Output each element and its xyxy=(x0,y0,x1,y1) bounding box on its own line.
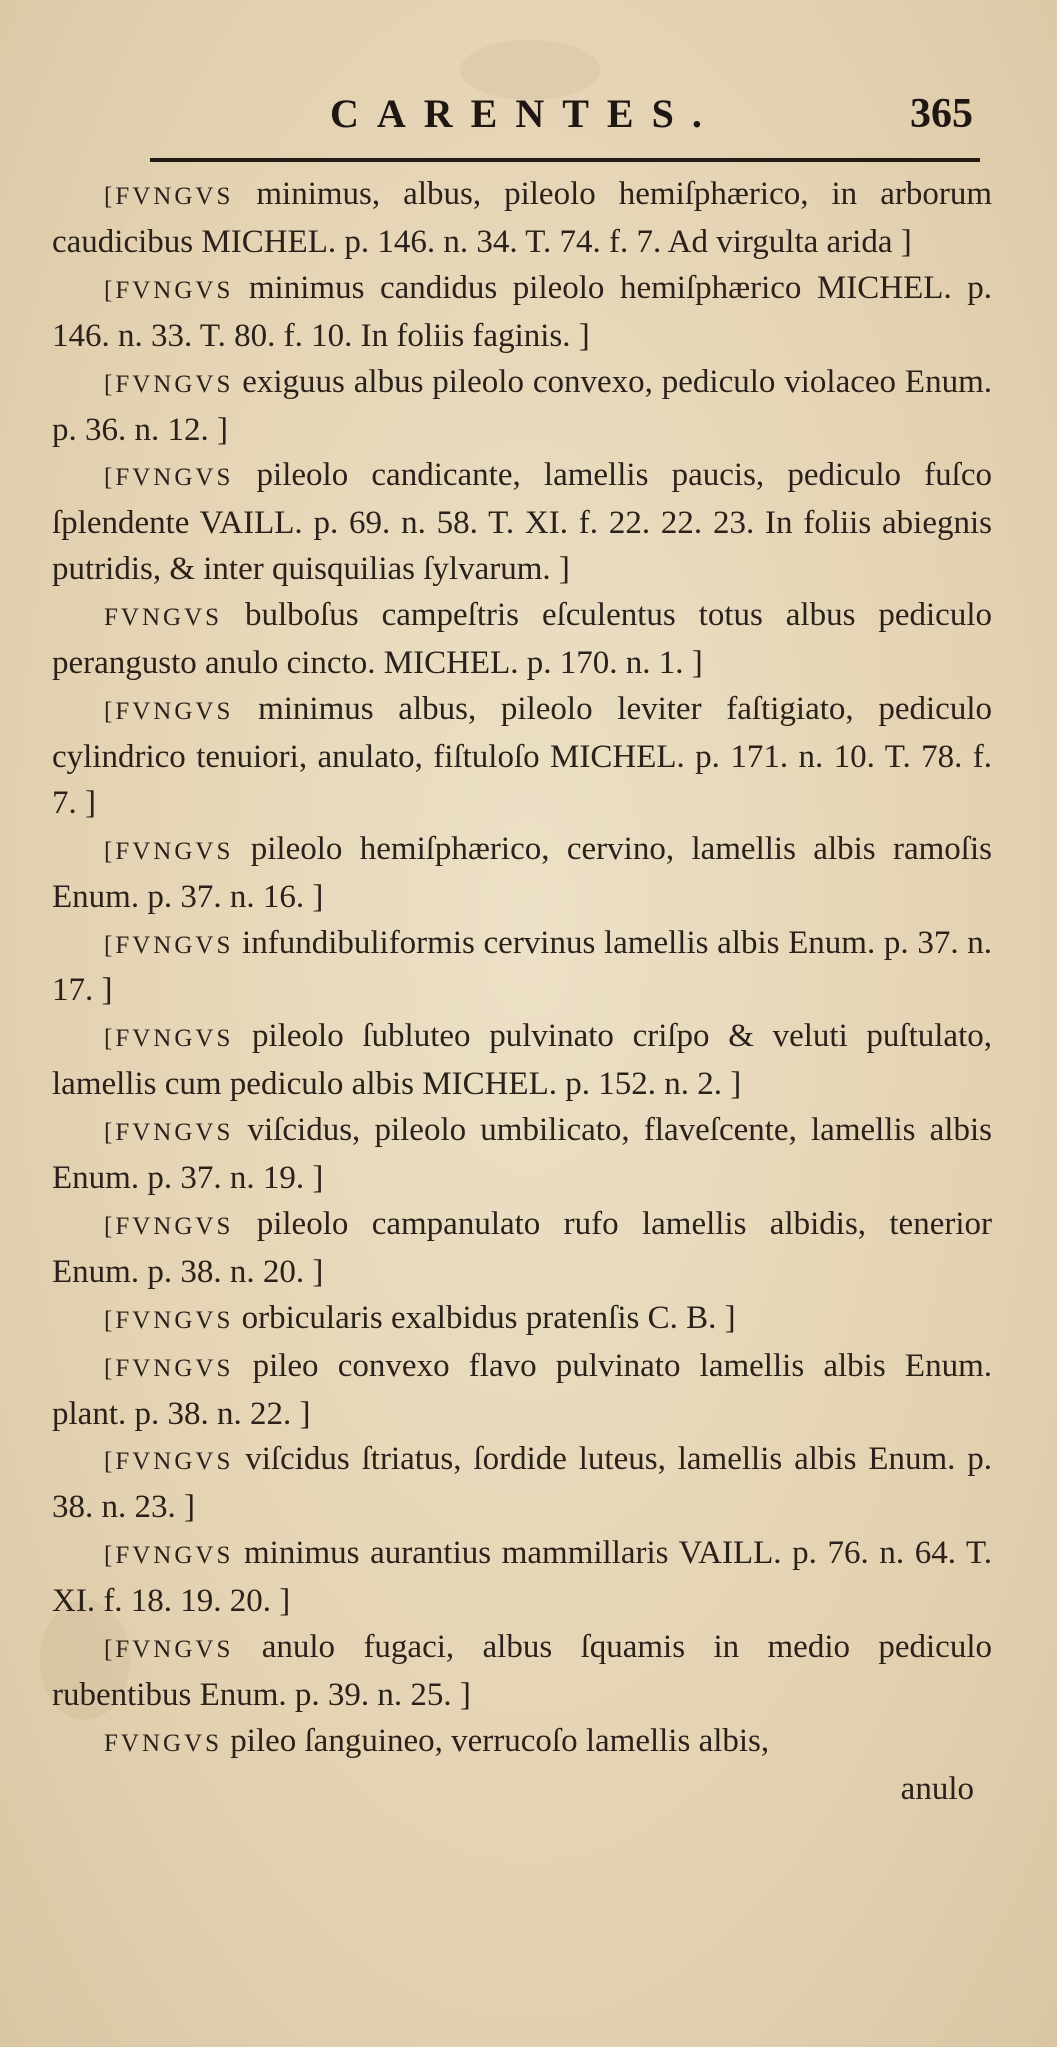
entry-genus: [FVNGVS xyxy=(104,697,234,725)
entry xyxy=(52,921,992,1015)
entry-genus: [FVNGVS xyxy=(104,1119,234,1147)
entry xyxy=(52,1625,992,1719)
running-title: CARENTES. xyxy=(330,91,720,136)
entry-genus: [FVNGVS xyxy=(104,276,234,304)
entry-text: minimus aurantius mammillaris VAILL. p. 76. n. 64. T. XI. f. 18. 19. 20. ] xyxy=(52,1535,992,1620)
entry-text: pileo convexo flavo pulvinato lamellis albis Enum. plant. p. 38. n. 22. ] xyxy=(52,1347,992,1432)
entry xyxy=(52,453,992,593)
entry xyxy=(52,1014,992,1108)
entry xyxy=(52,1202,992,1296)
entry-text: minimus candidus pileolo hemiſphærico MICHEL. p. 146. n. 33. T. 80. f. 10. In foliis faginis. ] xyxy=(52,269,992,354)
entry xyxy=(52,1531,992,1625)
entry xyxy=(52,1719,992,1767)
entry-text: exiguus albus pileolo convexo, pediculo violaceo Enum. p. 36. n. 12. ] xyxy=(52,363,992,448)
entry xyxy=(52,1108,992,1202)
entry-genus: [FVNGVS xyxy=(104,1306,234,1334)
entry-text: viſcidus ſtriatus, ſordide luteus, lamellis albis Enum. p. 38. n. 23. ] xyxy=(52,1441,992,1526)
entry-text: minimus, albus, pileolo hemiſphærico, in arborum caudicibus MICHEL. p. 146. n. 34. T. 74. f. 7. Ad virgulta arida ] xyxy=(52,176,992,260)
entry xyxy=(52,172,992,266)
entry-genus: [FVNGVS xyxy=(104,837,234,865)
entry-genus: [FVNGVS xyxy=(104,1448,234,1476)
entry xyxy=(52,1437,992,1531)
entry-genus: FVNGVS xyxy=(104,604,223,632)
entry-text: pileolo hemiſphærico, cervino, lamellis albis ramoſis Enum. p. 37. n. 16. ] xyxy=(52,830,992,915)
entry xyxy=(52,266,992,360)
entry-text: pileolo campanulato rufo lamellis albidis, tenerior Enum. p. 38. n. 20. ] xyxy=(52,1205,992,1290)
entry-genus: [FVNGVS xyxy=(104,370,234,398)
entry xyxy=(52,1296,992,1344)
entry-genus: [FVNGVS xyxy=(104,183,234,210)
entry-genus: [FVNGVS xyxy=(104,1636,234,1664)
header-rule xyxy=(150,158,980,162)
entry-genus: FVNGVS xyxy=(104,1729,223,1757)
entry-genus: [FVNGVS xyxy=(104,464,234,492)
entry-text: anulo fugaci, albus ſquamis in medio pediculo rubentibus Enum. p. 39. n. 25. ] xyxy=(52,1629,992,1713)
entry-text: pileolo candicante, lamellis paucis, pediculo fuſco ſplendente VAILL. p. 69. n. 58. T. XI. f. 22. 22. 23. In foliis abiegnis putridis, & inter quisquilias ſylvarum. ] xyxy=(52,457,992,588)
entry-genus: [FVNGVS xyxy=(104,1025,234,1053)
entry-genus: [FVNGVS xyxy=(104,1354,234,1382)
catchword: anulo xyxy=(900,1770,974,1807)
entry-genus: [FVNGVS xyxy=(104,931,234,959)
page-number: 365 xyxy=(910,91,973,137)
entry xyxy=(52,360,992,454)
entry xyxy=(52,1344,992,1438)
entry-text: minimus albus, pileolo leviter faſtigiato, pediculo cylindrico tenuiori, anulato, fiſtuloſo MICHEL. p. 171. n. 10. T. 78. f. 7. ] xyxy=(52,690,992,821)
entry xyxy=(52,593,992,687)
entry-genus: [FVNGVS xyxy=(104,1542,234,1570)
body-text xyxy=(52,172,992,1813)
page-header xyxy=(0,90,1057,150)
entry xyxy=(52,687,992,827)
entry-text: bulboſus campeſtris eſculentus totus albus pediculo perangusto anulo cincto. MICHEL. p. 170. n. 1. ] xyxy=(52,597,992,682)
entry-text: viſcidus, pileolo umbilicato, flaveſcente, lamellis albis Enum. p. 37. n. 19. ] xyxy=(52,1112,992,1197)
entry-genus: [FVNGVS xyxy=(104,1212,234,1240)
entry-text: infundibuliformis cervinus lamellis albis Enum. p. 37. n. 17. ] xyxy=(52,924,992,1009)
entry-text: orbicularis exalbidus pratenſis C. B. ] xyxy=(233,1299,736,1336)
entry-text: pileolo ſubluteo pulvinato criſpo & veluti puſtulato, lamellis cum pediculo albis MICHEL. p. 152. n. 2. ] xyxy=(52,1018,992,1103)
entry-text: pileo ſanguineo, verrucoſo lamellis albis, xyxy=(222,1722,770,1759)
catchword-row xyxy=(52,1767,992,1813)
entry xyxy=(52,827,992,921)
